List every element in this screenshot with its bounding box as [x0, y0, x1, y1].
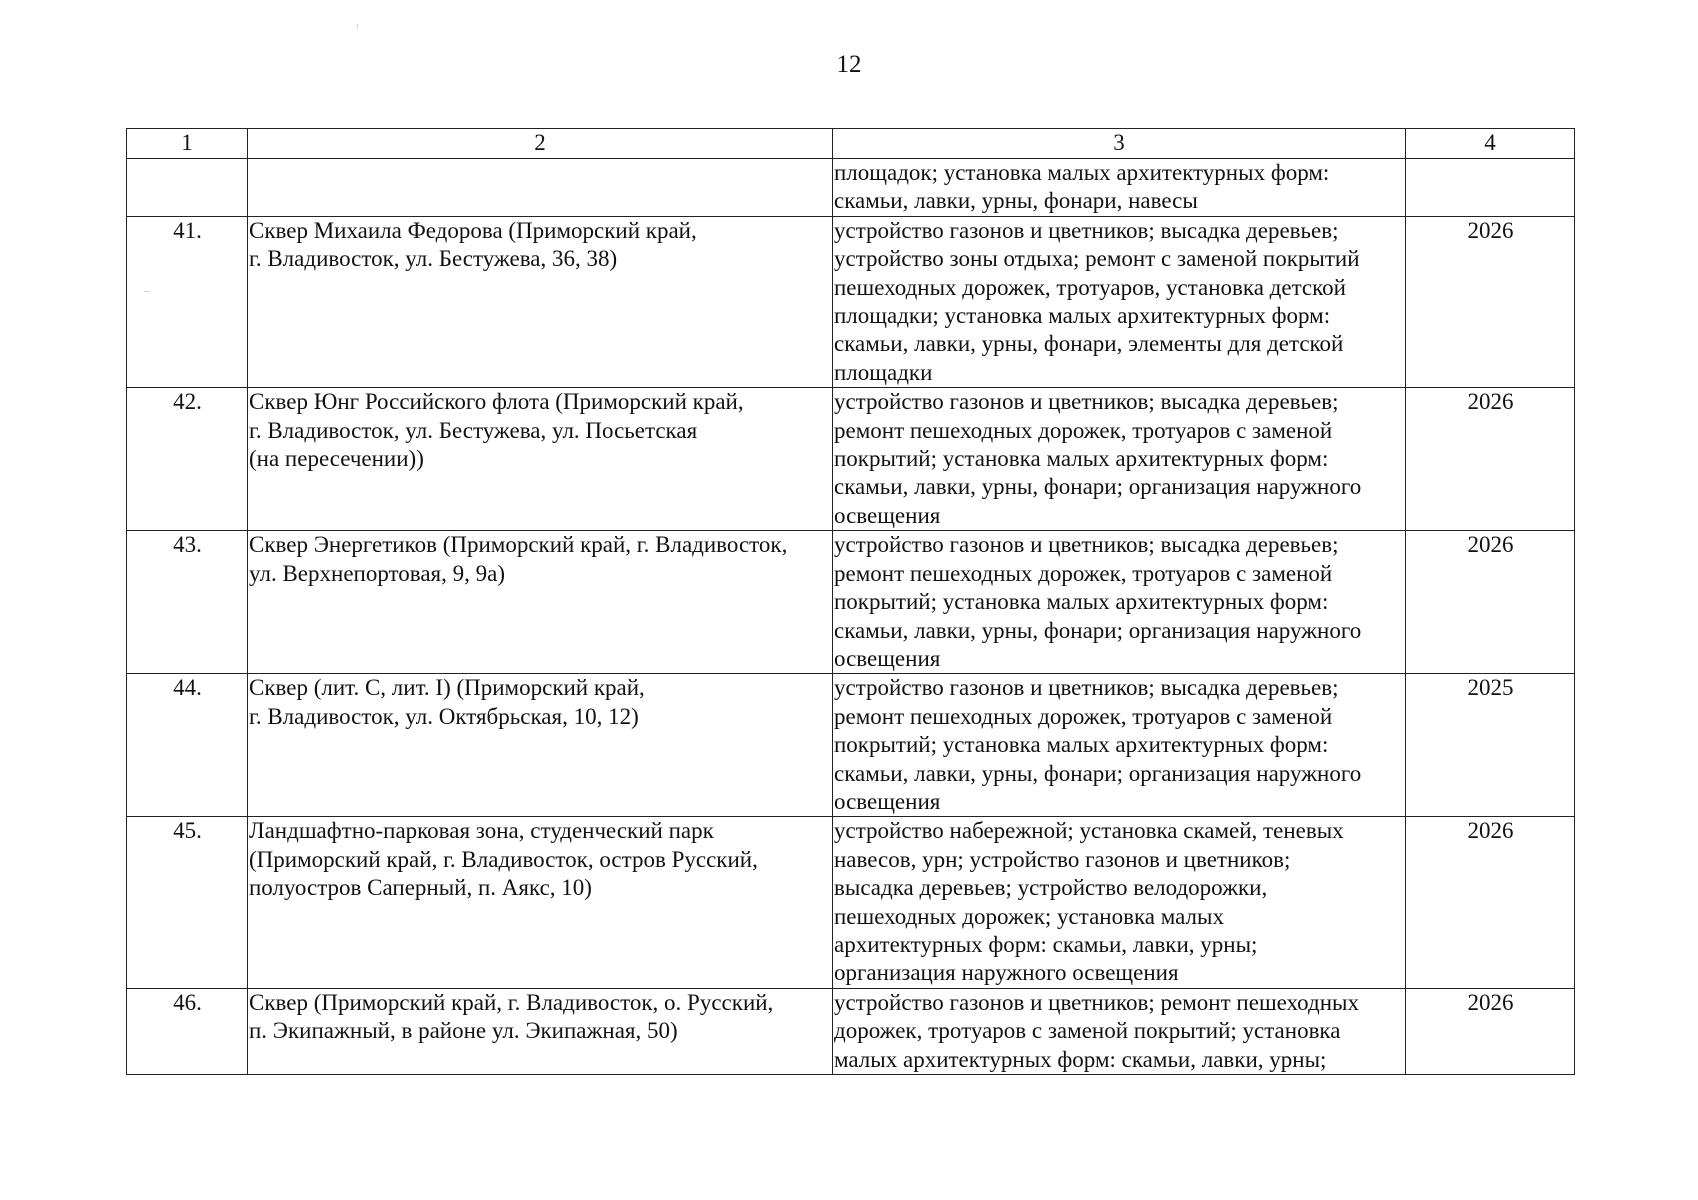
- row-number-text: 46.: [173, 989, 202, 1015]
- row-number: [127, 216, 248, 387]
- column-header-1: 1: [127, 129, 248, 159]
- works-cell: [833, 531, 1406, 674]
- year-cell: [1406, 388, 1575, 531]
- row-number: [127, 988, 248, 1074]
- object-name-cell: [248, 159, 833, 217]
- works-cell: [833, 988, 1406, 1074]
- table-row: [127, 216, 1575, 387]
- object-name-text: Сквер Юнг Российского флота (Приморский край, г. Владивосток, ул. Бестужева, ул. Посьетская (на пересечении)): [249, 389, 744, 472]
- year-text: 2026: [1467, 989, 1514, 1015]
- works-text: устройство газонов и цветников; высадка деревьев; устройство зоны отдыха; ремонт с заменой покрытий пешеходных дорожек, тротуаров, установка детской площадки; установка малых архитектурных форм: скамьи, лавки, урны, фонари, элементы для детской площадки: [834, 217, 1360, 385]
- object-name-cell: [248, 216, 833, 387]
- row-number-text: 44.: [173, 675, 202, 701]
- object-name-cell: [248, 388, 833, 531]
- year-text: 2026: [1467, 818, 1514, 844]
- object-name-text: Сквер (Приморский край, г. Владивосток, о. Русский, п. Экипажный, в районе ул. Экипажная, 50): [249, 989, 774, 1044]
- column-header-4: 4: [1406, 129, 1575, 159]
- year-cell: [1406, 988, 1575, 1074]
- row-number: [127, 531, 248, 674]
- column-header-2: 2: [248, 129, 833, 159]
- object-name-cell: [248, 531, 833, 674]
- year-cell: [1406, 817, 1575, 988]
- row-number-text: 41.: [173, 217, 202, 243]
- header-row: [127, 129, 1575, 159]
- year-text: 2026: [1467, 532, 1514, 558]
- year-text: 2025: [1467, 675, 1514, 701]
- object-name-cell: [248, 817, 833, 988]
- works-text: устройство газонов и цветников; высадка деревьев; ремонт пешеходных дорожек, тротуаров с заменой покрытий; установка малых архитектурных форм: скамьи, лавки, урны, фонари; организация наружного освещения: [834, 532, 1362, 671]
- works-table: [126, 128, 1575, 1075]
- object-name-cell: [248, 988, 833, 1074]
- works-cell: [833, 159, 1406, 217]
- object-name-text: Сквер Михаила Федорова (Приморский край, г. Владивосток, ул. Бестужева, 36, 38): [249, 217, 697, 272]
- works-cell: [833, 388, 1406, 531]
- works-cell: [833, 817, 1406, 988]
- year-text: 2026: [1467, 217, 1514, 243]
- object-name-text: Сквер Энергетиков (Приморский край, г. Владивосток, ул. Верхнепортовая, 9, 9а): [249, 532, 788, 586]
- year-cell: [1406, 159, 1575, 217]
- table-row: [127, 988, 1575, 1074]
- works-text: устройство газонов и цветников; высадка деревьев; ремонт пешеходных дорожек, тротуаров с заменой покрытий; установка малых архитектурных форм: скамьи, лавки, урны, фонари; организация наружного освещения: [834, 389, 1362, 528]
- works-cell: [833, 216, 1406, 387]
- year-cell: [1406, 216, 1575, 387]
- table-row: [127, 817, 1575, 988]
- year-text: 2026: [1467, 389, 1514, 415]
- object-name-text: Сквер (лит. С, лит. I) (Приморский край, г. Владивосток, ул. Октябрьская, 10, 12): [249, 675, 645, 729]
- row-number-text: 45.: [173, 818, 202, 844]
- table-row: [127, 159, 1575, 217]
- row-number: [127, 674, 248, 817]
- row-number: [127, 388, 248, 531]
- works-cell: [833, 674, 1406, 817]
- table-row: [127, 531, 1575, 674]
- row-number: [127, 159, 248, 217]
- object-name-cell: [248, 674, 833, 817]
- row-number-text: 42.: [173, 389, 202, 415]
- row-number-text: 43.: [173, 532, 202, 558]
- works-text: площадок; установка малых архитектурных форм: скамьи, лавки, урны, фонари, навесы: [834, 160, 1330, 214]
- works-text: устройство газонов и цветников; ремонт пешеходных дорожек, тротуаров с заменой покрытий; установка малых архитектурных форм: скамьи, лавки, урны;: [834, 989, 1359, 1072]
- column-header-3: 3: [833, 129, 1406, 159]
- year-cell: [1406, 531, 1575, 674]
- works-text: устройство газонов и цветников; высадка деревьев; ремонт пешеходных дорожек, тротуаров с заменой покрытий; установка малых архитектурных форм: скамьи, лавки, урны, фонари; организация наружного освещения: [834, 675, 1362, 814]
- scan-mark: [357, 24, 358, 29]
- table-body: [127, 129, 1575, 1075]
- table-row: [127, 388, 1575, 531]
- page-number: 12: [836, 51, 862, 78]
- table-row: [127, 674, 1575, 817]
- year-cell: [1406, 674, 1575, 817]
- object-name-text: Ландшафтно-парковая зона, студенческий парк (Приморский край, г. Владивосток, остров Русский, полуостров Саперный, п. Аякс, 10): [249, 818, 758, 901]
- works-text: устройство набережной; установка скамей, теневых навесов, урн; устройство газонов и цветников; высадка деревьев; устройство велодорожки, пешеходных дорожек; установка малых архитектурных форм: скамьи, лавки, урны; организация наружного освещения: [834, 818, 1344, 986]
- row-number: [127, 817, 248, 988]
